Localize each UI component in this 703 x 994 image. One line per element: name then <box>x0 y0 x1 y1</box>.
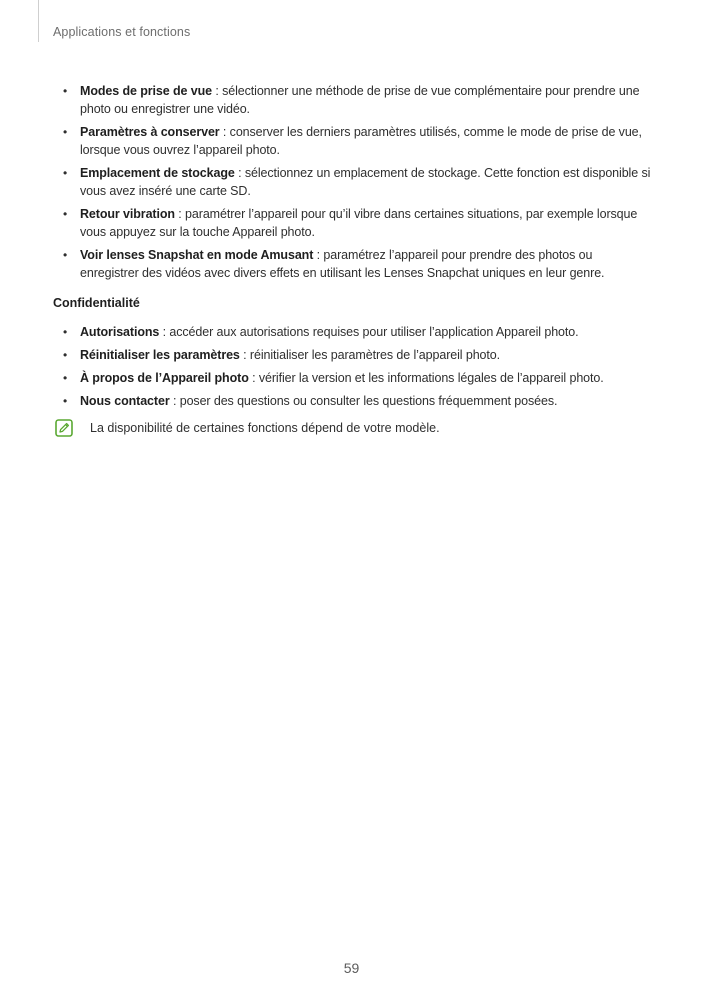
option-term: Retour vibration <box>80 207 175 221</box>
privacy-settings-list <box>53 323 653 415</box>
option-description: : sélectionnez un emplacement de stockage. Cette fonction est disponible si vous avez inséré une carte SD. <box>80 166 651 198</box>
option-description: : conserver les derniers paramètres utilisés, comme le mode de prise de vue, lorsque vous ouvrez l’appareil photo. <box>80 125 642 157</box>
option-term: À propos de l’Appareil photo <box>80 371 249 385</box>
list-item <box>53 123 653 159</box>
option-description: : vérifier la version et les informations légales de l’appareil photo. <box>248 371 604 385</box>
option-term: Autorisations <box>80 325 160 339</box>
bullet-icon: • <box>63 166 68 180</box>
bullet-icon: • <box>63 248 68 262</box>
list-item <box>53 323 653 341</box>
bullet-icon: • <box>63 394 68 408</box>
option-term: Voir lenses Snapshat en mode Amusant <box>80 248 314 262</box>
option-description: : paramétrer l’appareil pour qu’il vibre dans certaines situations, par exemple lorsque vous appuyez sur la touche Appareil photo. <box>80 207 638 239</box>
availability-note <box>55 419 655 439</box>
note-pencil-icon <box>55 419 73 437</box>
page-header-title: Applications et fonctions <box>53 25 191 39</box>
bullet-icon: • <box>63 371 68 385</box>
option-term: Modes de prise de vue <box>80 84 212 98</box>
page-number: 59 <box>343 960 360 976</box>
camera-settings-list <box>53 82 653 287</box>
bullet-icon: • <box>63 348 68 362</box>
option-description: : réinitialiser les paramètres de l’appareil photo. <box>239 348 501 362</box>
list-item <box>53 82 653 118</box>
list-item <box>53 205 653 241</box>
option-term: Réinitialiser les paramètres <box>80 348 240 362</box>
list-item <box>53 164 653 200</box>
option-term: Paramètres à conserver <box>80 125 220 139</box>
option-term: Emplacement de stockage <box>80 166 235 180</box>
option-description: : sélectionner une méthode de prise de vue complémentaire pour prendre une photo ou enregistrer une vidéo. <box>80 84 640 116</box>
list-item <box>53 346 653 364</box>
section-title-privacy: Confidentialité <box>53 296 140 310</box>
bullet-icon: • <box>63 325 68 339</box>
list-item <box>53 392 653 410</box>
option-description: : paramétrez l’appareil pour prendre des photos ou enregistrer des vidéos avec divers effets en utilisant les Lenses Snapchat uniques en leur genre. <box>80 248 605 280</box>
page-margin-rule <box>38 0 39 42</box>
option-description: : poser des questions ou consulter les questions fréquemment posées. <box>169 394 558 408</box>
bullet-icon: • <box>63 84 68 98</box>
note-text: La disponibilité de certaines fonctions dépend de votre modèle. <box>90 421 440 435</box>
option-description: : accéder aux autorisations requises pour utiliser l’application Appareil photo. <box>159 325 579 339</box>
bullet-icon: • <box>63 125 68 139</box>
option-term: Nous contacter <box>80 394 170 408</box>
bullet-icon: • <box>63 207 68 221</box>
list-item <box>53 246 653 282</box>
list-item <box>53 369 653 387</box>
